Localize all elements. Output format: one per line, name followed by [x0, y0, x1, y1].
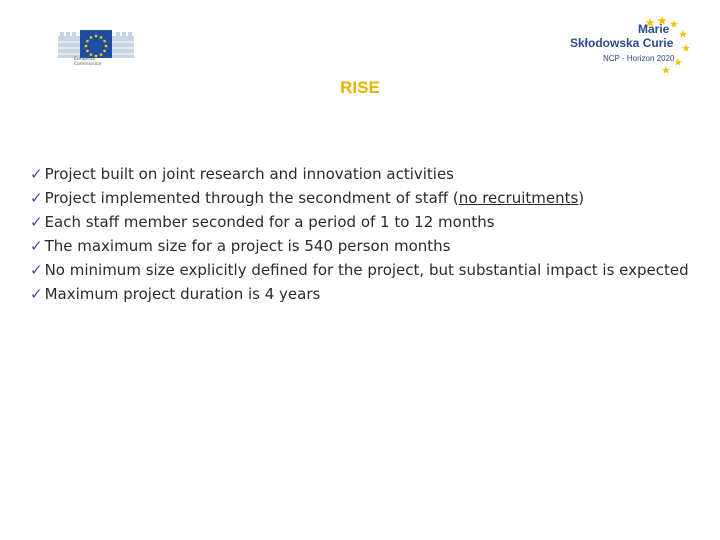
- bullet-text-suffix: ): [578, 189, 585, 207]
- checkmark-icon: ✓: [30, 165, 43, 183]
- bullet-text: Project built on joint research and innovation activities: [44, 165, 455, 183]
- bullet-text: Maximum project duration is 4 years: [44, 285, 321, 303]
- checkmark-icon: ✓: [30, 237, 43, 255]
- bullet-list: [30, 162, 690, 306]
- bullet-item: [30, 162, 690, 186]
- msca-logo-line1: Marie: [638, 22, 670, 36]
- msca-logo-line3: NCP - Horizon 2020: [603, 54, 675, 63]
- bullet-item: [30, 210, 690, 234]
- bullet-underlined-text: no recruitments: [458, 189, 579, 207]
- bullet-item: [30, 186, 690, 210]
- bullet-item: [30, 234, 690, 258]
- bullet-text: The maximum size for a project is 540 person months: [44, 237, 451, 255]
- slide-title-text: RISE: [340, 78, 380, 97]
- slide-title: [0, 78, 720, 98]
- ec-logo-caption: European Commission: [74, 57, 102, 67]
- checkmark-icon: ✓: [30, 189, 43, 207]
- msca-logo-line2: Skłodowska Curie: [570, 36, 674, 50]
- checkmark-icon: ✓: [30, 261, 43, 279]
- bullet-text: Project implemented through the secondment of staff (: [44, 189, 459, 207]
- checkmark-icon: ✓: [30, 285, 43, 303]
- bullet-item: [30, 282, 690, 306]
- bullet-text: Each staff member seconded for a period of 1 to 12 months: [44, 213, 495, 231]
- bullet-text: No minimum size explicitly defined for the project, but substantial impact is expected: [44, 261, 689, 279]
- bullet-item: [30, 258, 690, 282]
- checkmark-icon: ✓: [30, 213, 43, 231]
